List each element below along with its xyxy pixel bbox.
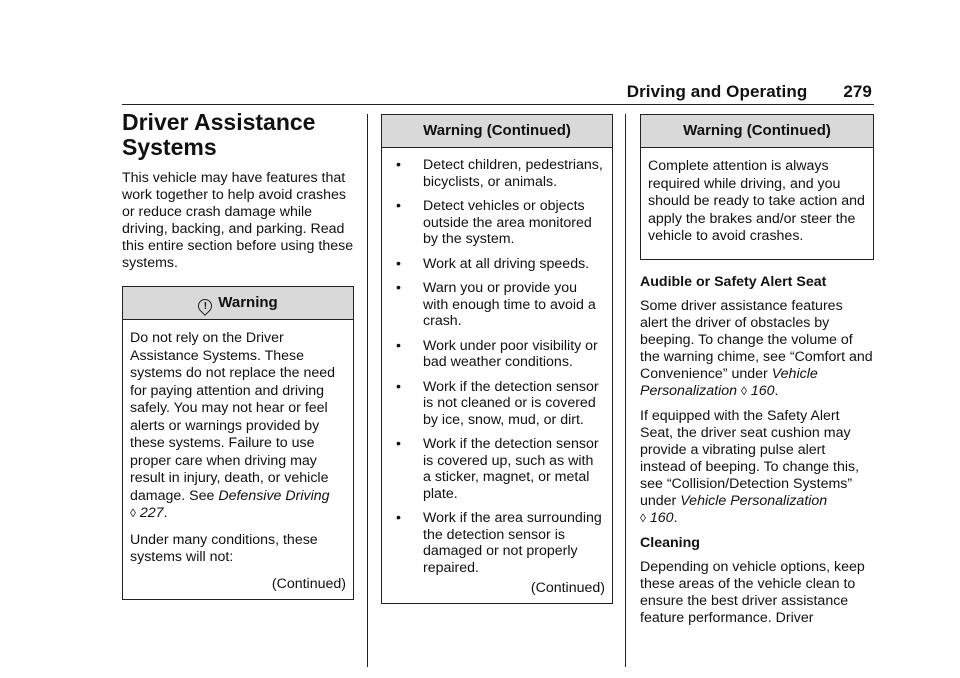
page-number: 279 bbox=[843, 82, 872, 101]
paragraph-cleaning: Depending on vehicle options, keep these areas of the vehicle clean to ensure the best driver assistance feature performance. Driver bbox=[640, 558, 865, 626]
column-divider bbox=[625, 114, 626, 667]
warning-body bbox=[382, 148, 612, 603]
subheading-cleaning: Cleaning bbox=[640, 534, 700, 551]
warning-body bbox=[123, 320, 353, 599]
list-item: • Work if the detection sensor is covered up, such as with a sticker, magnet, or metal plate. bbox=[396, 436, 599, 502]
warning-heading: ! Warning bbox=[123, 287, 353, 320]
list-item: • Work at all driving speeds. bbox=[396, 255, 590, 272]
page-reference[interactable]: ◊ 227. bbox=[130, 505, 168, 521]
paragraph-safety-seat: If equipped with the Safety Alert Seat, the driver seat cushion may provide a vibrating pulse alert instead of beeping. To change this, see “Collision/Detection Systems” under Vehicle Personalization ◊ 160. bbox=[640, 407, 860, 526]
header-rule bbox=[122, 104, 874, 105]
column-3 bbox=[640, 114, 874, 635]
warning-paragraph-2: Under many conditions, these systems will not: bbox=[130, 531, 318, 565]
cross-reference[interactable]: Vehicle Personalization bbox=[640, 365, 818, 399]
warning-box bbox=[640, 114, 874, 260]
warning-box bbox=[381, 114, 613, 604]
column-2 bbox=[381, 114, 613, 604]
warning-box bbox=[122, 286, 354, 600]
paragraph-alert-volume: Some driver assistance features alert the driver of obstacles by beeping. To change the volume of the warning chime, see “Comfort and Convenience” under Vehicle Personalization ◊ 160. bbox=[640, 297, 873, 399]
warning-paragraph: Complete attention is always required while driving, and you should be ready to take action and apply the brakes and/or steer the vehicle to avoid crashes. bbox=[648, 158, 865, 244]
column-1 bbox=[122, 110, 354, 600]
page-arrow-icon: ◊ bbox=[740, 383, 747, 398]
page-arrow-icon: ◊ bbox=[640, 510, 646, 525]
intro-paragraph: This vehicle may have features that work together to help avoid crashes or reduce crash damage while driving, backing, and parking. Read this entire section before using these systems. bbox=[122, 170, 354, 271]
warning-bullet-list bbox=[389, 157, 605, 576]
warning-paragraph: Do not rely on the Driver Assistance Systems. These systems do not replace the need for paying attention and driving safely. You may not hear or feel alerts or warnings provided by these systems. Failure to use proper care when driving may result in injury, death, or vehicle damage. See Defensive Driving ◊ 227. bbox=[130, 330, 336, 521]
subheading-alert-seat: Audible or Safety Alert Seat bbox=[640, 273, 827, 290]
cross-reference[interactable]: Defensive Driving bbox=[218, 487, 330, 504]
list-item: • Detect children, pedestrians, bicyclists, or animals. bbox=[396, 157, 603, 190]
list-item: • Work if the area surrounding the detection sensor is damaged or not properly repaired. bbox=[396, 510, 602, 576]
page-header bbox=[627, 82, 872, 102]
warning-heading: Warning (Continued) bbox=[382, 115, 612, 148]
cross-reference[interactable]: Vehicle Personalization bbox=[680, 492, 828, 509]
continued-label: (Continued) bbox=[530, 580, 605, 596]
warning-heading: Warning (Continued) bbox=[641, 115, 873, 148]
warning-body bbox=[641, 148, 873, 259]
page-reference[interactable]: ◊ 160. bbox=[640, 509, 678, 526]
warning-icon: ! bbox=[195, 296, 215, 316]
section-title: Driving and Operating bbox=[626, 82, 808, 101]
list-item: • Warn you or provide you with enough time to avoid a crash. bbox=[396, 280, 596, 329]
column-divider bbox=[367, 114, 368, 667]
list-item: • Work if the detection sensor is not cleaned or is covered by ice, snow, mud, or dirt. bbox=[396, 378, 599, 428]
page-title: Driver Assistance Systems bbox=[122, 109, 316, 160]
page-reference[interactable]: ◊ 160. bbox=[740, 382, 779, 399]
continued-label: (Continued) bbox=[271, 575, 346, 592]
list-item: • Detect vehicles or objects outside the area monitored by the system. bbox=[396, 198, 592, 247]
page-arrow-icon: ◊ bbox=[130, 506, 136, 520]
list-item: • Work under poor visibility or bad weather conditions. bbox=[396, 337, 598, 370]
